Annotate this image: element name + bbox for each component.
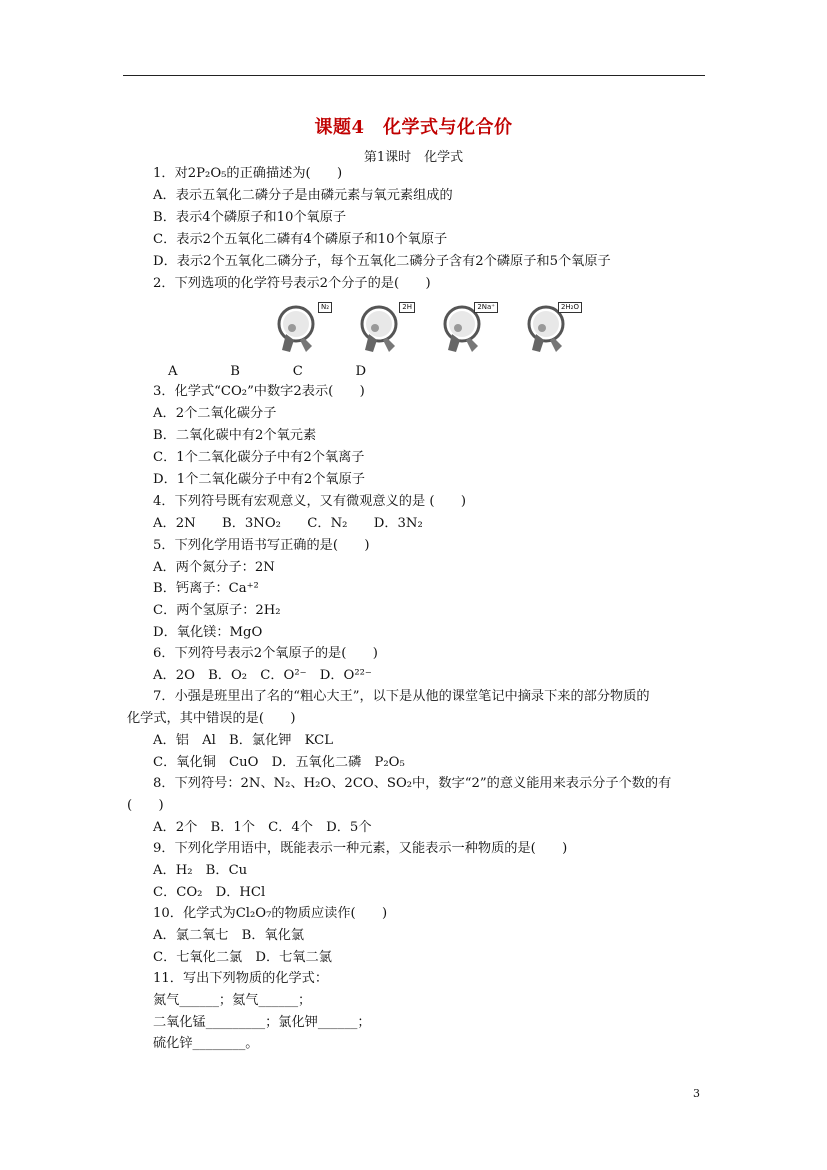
question-line: 3．化学式“CO₂”中数字2表示( ) — [153, 384, 365, 399]
question-line: 10．化学式为Cl₂O₇的物质应读作( ) — [153, 906, 388, 921]
option-line: D．表示2个五氧化二磷分子，每个五氧化二磷分子含有2个磷原子和5个氧原子 — [153, 254, 611, 269]
question-line-continued: ( ) — [127, 798, 164, 813]
page-title: 课题4 化学式与化合价 — [314, 117, 513, 138]
question-line: 1．对2P₂O₅的正确描述为( ) — [153, 166, 343, 181]
question-line: 8．下列符号：2N、N₂、H₂O、2CO、SO₂中，数字“2”的意义能用来表示分子个数的有 — [153, 776, 672, 791]
option-line: B．钙离子：Ca⁺² — [153, 581, 259, 596]
option-line: A．2N B．3NO₂ C．N₂ D．3N₂ — [153, 516, 423, 531]
question-line: 9．下列化学用语中，既能表示一种元素，又能表示一种物质的是( ) — [153, 841, 568, 856]
option-line: A．铝 Al B．氯化钾 KCL — [153, 733, 333, 748]
figure-label: 2H₂O — [558, 302, 582, 313]
option-line: B．二氧化碳中有2个氧元素 — [153, 428, 317, 443]
question-line: 4．下列符号既有宏观意义，又有微观意义的是 ( ) — [153, 494, 466, 509]
option-line: C．七氧化二氯 D．七氧二氯 — [153, 950, 332, 965]
option-line: A．两个氮分子：2N — [153, 560, 275, 575]
page-number: 3 — [693, 1087, 700, 1100]
question-line: 2．下列选项的化学符号表示2个分子的是( ) — [153, 276, 431, 291]
option-line: D．氧化镁：MgO — [153, 625, 263, 640]
magnifier-figure-b — [355, 300, 415, 356]
option-line: C．表示2个五氧化二磷有4个磷原子和10个氧原子 — [153, 232, 448, 247]
question-line: 7．小强是班里出了名的“粗心大王”，以下是从他的课堂笔记中摘录下来的部分物质的 — [153, 689, 650, 704]
question-line: 11．写出下列物质的化学式： — [153, 971, 329, 986]
option-line: B．表示4个磷原子和10个氧原子 — [153, 210, 347, 225]
fill-in-line: 氮气______；氦气______； — [153, 993, 312, 1008]
magnifier-figure-c — [438, 300, 498, 356]
option-line: A．H₂ B．Cu — [153, 863, 248, 878]
option-line: C．1个二氧化碳分子中有2个氧离子 — [153, 450, 365, 465]
option-line: A．表示五氧化二磷分子是由磷元素与氧元素组成的 — [153, 188, 453, 203]
magnifier-figure-a — [272, 300, 332, 356]
option-line: C．氧化铜 CuO D．五氧化二磷 P₂O₅ — [153, 755, 405, 770]
question-line-continued: 化学式，其中错误的是( ) — [127, 711, 296, 726]
fill-in-line: 二氧化锰_________；氯化钾______； — [153, 1015, 371, 1030]
option-line: C．CO₂ D．HCl — [153, 885, 266, 900]
question-line: 5．下列化学用语书写正确的是( ) — [153, 538, 370, 553]
option-line: C．两个氢原子：2H₂ — [153, 603, 281, 618]
figure-label: 2Na⁺ — [474, 302, 498, 313]
figure-label: N₂ — [318, 302, 332, 313]
question-line: 6．下列符号表示2个氧原子的是( ) — [153, 646, 378, 661]
figure-captions: A B C D — [168, 364, 367, 379]
option-line: A．2O B．O₂ C．O²⁻ D．O²²⁻ — [153, 668, 372, 683]
option-line: D．1个二氧化碳分子中有2个氧原子 — [153, 472, 365, 487]
option-line: A．氯二氧七 B．氧化氯 — [153, 928, 305, 943]
page-subtitle: 第1课时 化学式 — [363, 150, 464, 165]
magnifier-figure-d — [522, 300, 582, 356]
option-line: A．2个 B．1个 C．4个 D．5个 — [153, 820, 372, 835]
option-line: A．2个二氧化碳分子 — [153, 406, 277, 421]
header-rule — [123, 75, 705, 76]
fill-in-line: 硫化锌________。 — [153, 1036, 259, 1051]
figure-label: 2H — [399, 302, 415, 313]
question-2-figures — [272, 300, 582, 356]
